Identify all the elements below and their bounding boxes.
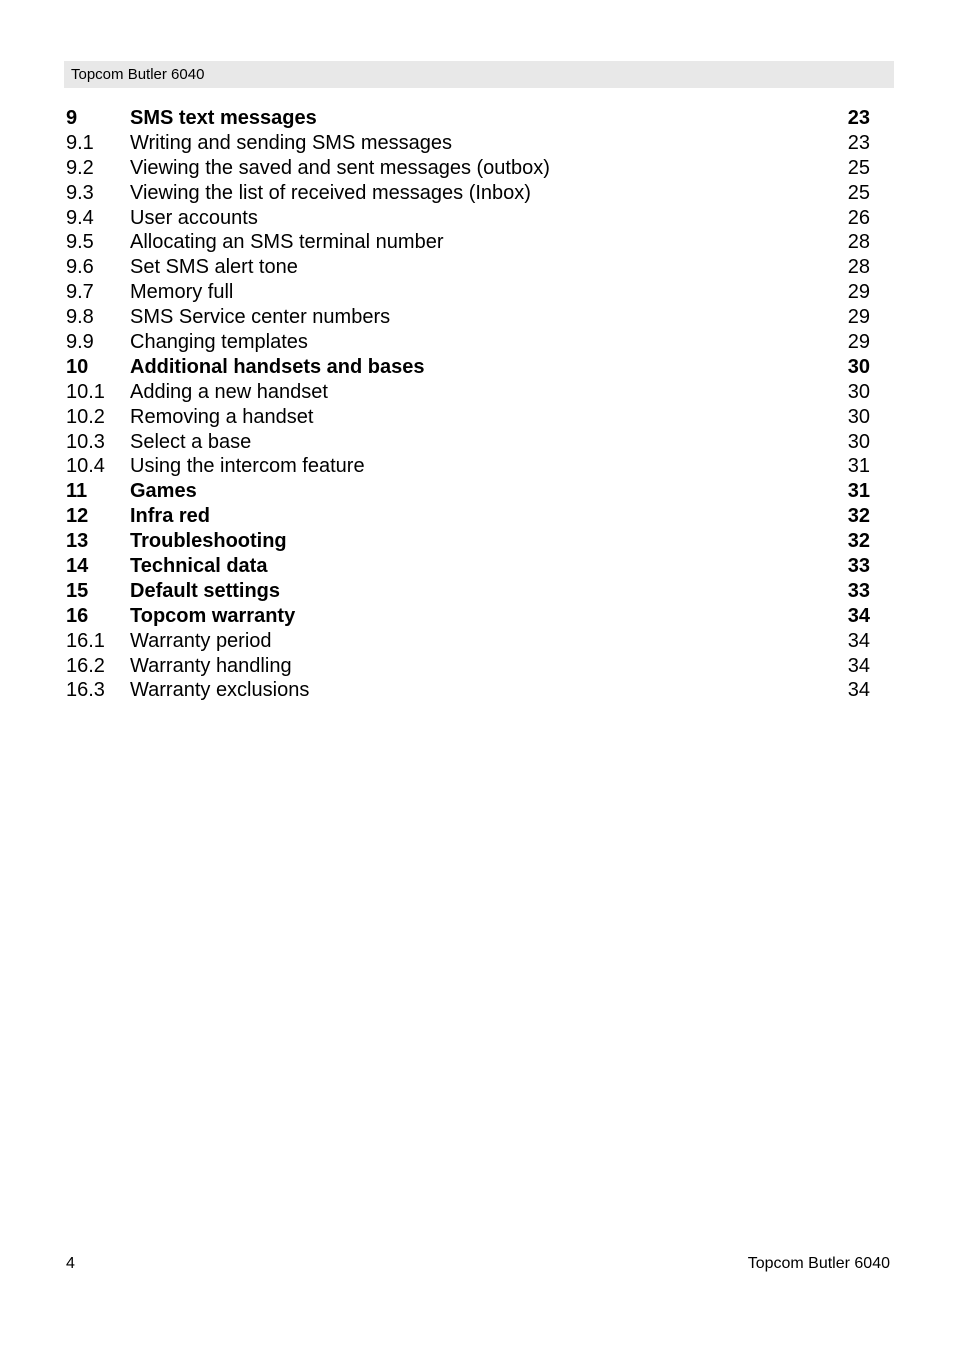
toc-entry-page: 30 [847, 380, 870, 403]
toc-chapter-entry[interactable] [66, 479, 872, 504]
toc-entry-title: Troubleshooting [130, 530, 287, 553]
toc-entry-page: 34 [847, 654, 870, 677]
toc-chapter-entry[interactable] [66, 504, 872, 529]
toc-entry-title: SMS text messages [130, 107, 317, 129]
toc-entry-page: 28 [847, 256, 870, 279]
toc-chapter-entry[interactable] [66, 604, 872, 629]
toc-entry-title: Removing a handset [130, 405, 314, 428]
page-number: 4 [66, 1255, 75, 1272]
toc-entry-page: 29 [847, 306, 870, 329]
toc-entry-number: 9.6 [66, 256, 94, 279]
toc-entry-number: 9.4 [66, 206, 94, 229]
toc-entry-number: 12 [66, 505, 89, 528]
toc-chapter-entry[interactable] [66, 529, 872, 554]
toc-chapter-entry[interactable] [66, 554, 872, 579]
toc-entry-number: 16.1 [66, 629, 105, 652]
toc-entry-number: 9.5 [66, 231, 94, 254]
toc-entry-number: 9 [66, 107, 78, 129]
toc-section-entry[interactable] [66, 430, 872, 455]
toc-entry-page: 34 [847, 679, 870, 702]
toc-entry-title: Warranty handling [130, 654, 292, 677]
toc-entry-title: Topcom warranty [130, 604, 296, 627]
toc-entry-page: 25 [847, 181, 870, 204]
toc-entry-page: 29 [847, 281, 870, 304]
table-of-contents [66, 106, 872, 703]
toc-entry-number: 10.3 [66, 430, 105, 453]
toc-entry-page: 34 [847, 604, 870, 627]
toc-section-entry[interactable] [66, 629, 872, 654]
toc-entry-number: 11 [66, 480, 88, 503]
toc-entry-title: Infra red [130, 505, 211, 528]
toc-section-entry[interactable] [66, 305, 872, 330]
toc-entry-page: 23 [847, 131, 870, 154]
toc-entry-title: Default settings [130, 579, 281, 602]
toc-entry-title: Select a base [130, 430, 252, 453]
toc-section-entry[interactable] [66, 230, 872, 255]
toc-entry-number: 16 [66, 604, 89, 627]
toc-entry-number: 9.3 [66, 181, 94, 204]
toc-chapter-entry[interactable] [66, 106, 872, 131]
running-header [64, 61, 894, 88]
toc-entry-page: 31 [847, 455, 870, 478]
toc-section-entry[interactable] [66, 380, 872, 405]
toc-entry-number: 16.3 [66, 679, 105, 702]
toc-section-entry[interactable] [66, 181, 872, 206]
toc-entry-title: Technical data [130, 555, 268, 578]
toc-entry-title: Writing and sending SMS messages [130, 131, 453, 154]
toc-entry-number: 10.4 [66, 455, 105, 478]
toc-section-entry[interactable] [66, 206, 872, 231]
toc-entry-number: 10.2 [66, 405, 105, 428]
toc-section-entry[interactable] [66, 654, 872, 679]
toc-entry-title: Memory full [130, 281, 234, 304]
toc-entry-title: Warranty period [130, 629, 272, 652]
toc-entry-page: 32 [847, 505, 870, 528]
toc-entry-title: Using the intercom feature [130, 455, 365, 478]
toc-entry-title: SMS Service center numbers [130, 306, 391, 329]
toc-entry-number: 10 [66, 355, 89, 378]
toc-entry-page: 34 [847, 629, 870, 652]
toc-section-entry[interactable] [66, 280, 872, 305]
toc-entry-title: Allocating an SMS terminal number [130, 231, 444, 254]
toc-entry-page: 30 [847, 430, 870, 453]
toc-entry-number: 15 [66, 579, 89, 602]
toc-entry-page: 28 [847, 231, 870, 254]
toc-entry-title: Warranty exclusions [130, 679, 310, 702]
toc-entry-number: 14 [66, 555, 89, 578]
toc-entry-page: 26 [847, 206, 870, 229]
toc-entry-number: 9.7 [66, 281, 94, 304]
toc-entry-title: Viewing the saved and sent messages (outbox) [130, 156, 550, 179]
toc-entry-page: 23 [847, 107, 870, 129]
toc-entry-page: 30 [847, 355, 870, 378]
toc-entry-title: Changing templates [130, 331, 308, 354]
toc-section-entry[interactable] [66, 131, 872, 156]
toc-section-entry[interactable] [66, 156, 872, 181]
toc-entry-title: User accounts [130, 206, 258, 229]
toc-entry-page: 25 [847, 156, 870, 179]
toc-entry-title: Set SMS alert tone [130, 256, 298, 279]
running-header-title: Topcom Butler 6040 [71, 66, 205, 83]
toc-entry-page: 31 [847, 480, 870, 503]
toc-entry-page: 29 [847, 331, 870, 354]
toc-entry-title: Adding a new handset [130, 380, 328, 403]
toc-section-entry[interactable] [66, 454, 872, 479]
toc-entry-title: Games [130, 480, 197, 503]
toc-entry-number: 13 [66, 530, 89, 553]
toc-entry-page: 33 [847, 555, 870, 578]
toc-entry-title: Viewing the list of received messages (Inbox) [130, 181, 531, 204]
toc-entry-number: 9.9 [66, 331, 94, 354]
toc-chapter-entry[interactable] [66, 355, 872, 380]
toc-entry-number: 10.1 [66, 380, 105, 403]
toc-entry-page: 30 [847, 405, 870, 428]
toc-entry-page: 33 [847, 579, 870, 602]
toc-entry-page: 32 [847, 530, 870, 553]
toc-entry-number: 16.2 [66, 654, 105, 677]
toc-section-entry[interactable] [66, 330, 872, 355]
toc-entry-number: 9.2 [66, 156, 94, 179]
toc-entry-title: Additional handsets and bases [130, 355, 425, 378]
toc-chapter-entry[interactable] [66, 579, 872, 604]
toc-section-entry[interactable] [66, 405, 872, 430]
toc-entry-number: 9.1 [66, 131, 94, 154]
footer-title: Topcom Butler 6040 [747, 1255, 890, 1272]
toc-section-entry[interactable] [66, 678, 872, 703]
toc-section-entry[interactable] [66, 255, 872, 280]
toc-entry-number: 9.8 [66, 306, 94, 329]
